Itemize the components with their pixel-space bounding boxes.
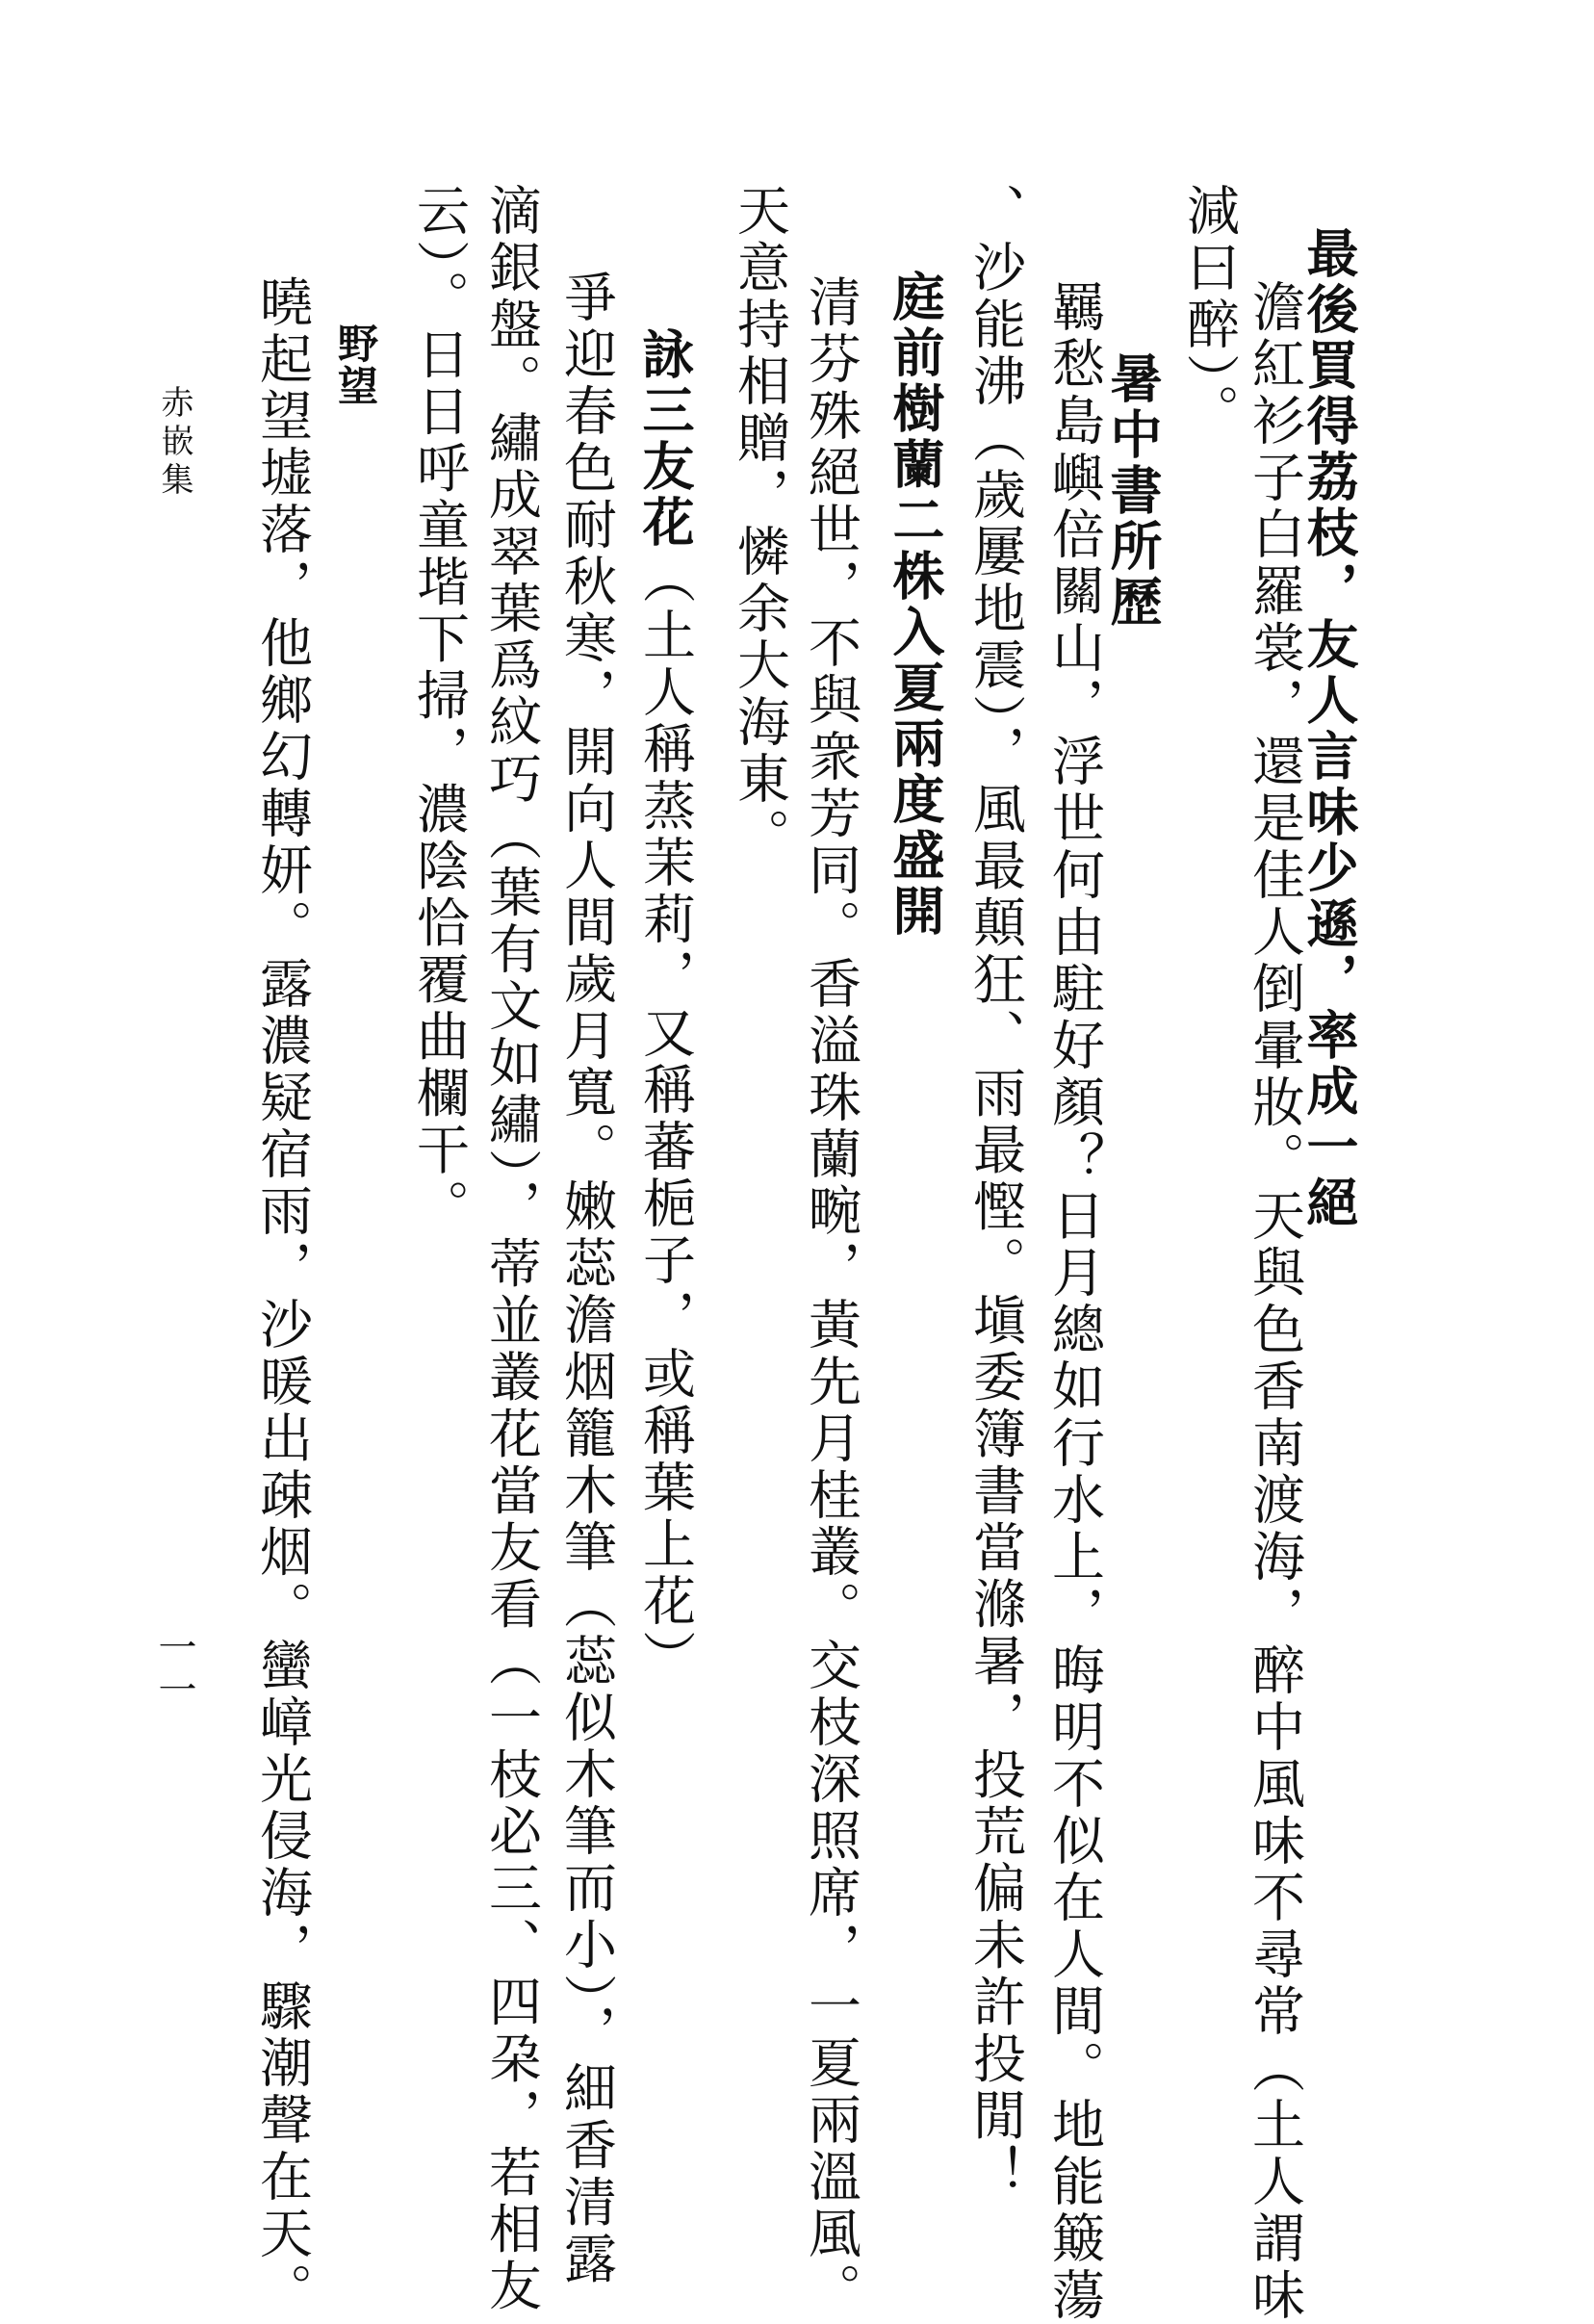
poem-title-1: 最後買得荔枝，友人言味少遜，率成一絕 (1298, 226, 1360, 1231)
poem-3-line-1: 清芬殊絕世，不與衆芳同。香溢珠蘭畹，黃先月桂叢。交枝深照席，一夏兩溫風。 (800, 274, 861, 2319)
poem-3-line-2: 天意持相贈，憐余大海東。 (729, 183, 790, 865)
poem-title-4: 詠三友花 (634, 327, 696, 551)
poem-1-line-2: 減曰醉）。 (1178, 183, 1240, 441)
poem-5-line-1: 曉起望墟落，他鄉幻轉妍。露濃疑宿雨，沙暖出疎烟。蠻嶂光侵海，驟潮聲在天。 (251, 274, 313, 2319)
running-header: 赤嵌集 (155, 385, 193, 501)
poem-title-5: 野望 (332, 323, 379, 407)
poem-title-2: 暑中書所歷 (1102, 351, 1164, 631)
poem-4-note: （土人稱蒸茉莉，又稱蕃梔子，或稱葉上花） (634, 551, 696, 1687)
poem-2-line-2: 、沙能沸（歲屢地震），風最顛狂、雨最慳。塡委簿書當滌暑，投荒偏未許投閒！ (964, 183, 1026, 2202)
poem-1-line-1: 澹紅衫子白羅裳，還是佳人倒暈妝。天與色香南渡海，醉中風味不尋常（土人謂味 (1244, 279, 1305, 2324)
poem-4-line-2: 滴銀盤。繡成翠葉爲紋巧（葉有文如繡），蒂並叢花當友看（一枝必三、四朶，若相友 (480, 183, 542, 2315)
page-number: 一一 (152, 1627, 196, 1712)
poem-title-3: 庭前樹蘭二株入夏兩度盛開 (885, 270, 946, 940)
poem-4-line-3: 云）。日日呼童堦下掃，濃陰恰覆曲欄干。 (408, 183, 470, 1236)
poem-2-line-1: 羈愁島嶼倍關山，浮世何由駐好顏？日月總如行水上，晦明不似在人間。地能簸蕩 (1043, 279, 1105, 2324)
poem-title-4-group (635, 327, 695, 1687)
poem-4-line-1: 爭迎春色耐秋寒，開向人間歲月寬。嫩蕊澹烟籠木筆（蕊似木筆而小），細香清露 (555, 270, 617, 2288)
